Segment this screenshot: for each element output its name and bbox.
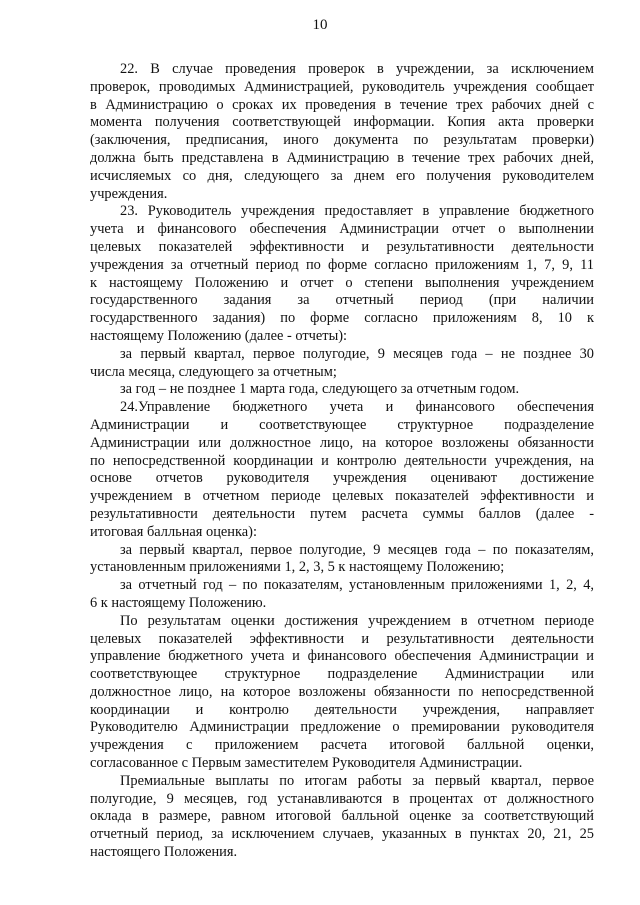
text-line: согласованное с Первым заместителем Руководителя Администрации. bbox=[90, 755, 523, 772]
text-line: за первый квартал, первое полугодие, 9 месяцев года – по показателям, bbox=[120, 541, 594, 558]
text-line: государственного задания за отчетный период (при наличии bbox=[90, 292, 594, 309]
text-line: координации и контролю деятельности учреждения, направляет bbox=[90, 701, 594, 718]
text-line: целевых показателей эффективности и результативности деятельности bbox=[90, 238, 594, 255]
text-line: в Администрацию о сроках их проведения в течение трех рабочих дней с bbox=[90, 96, 594, 113]
text-line: основе отчетов руководителя учреждения оценивают достижение bbox=[90, 470, 594, 487]
text-line: государственного задания) по форме согласно приложениям 8, 10 к bbox=[90, 310, 594, 327]
text-line: управление бюджетного учета и финансового обеспечения Администрации и bbox=[90, 648, 594, 665]
text-line: за первый квартал, первое полугодие, 9 месяцев года – не позднее 30 bbox=[120, 345, 594, 362]
text-line: 23. Руководитель учреждения предоставляет в управление бюджетного bbox=[120, 203, 594, 220]
text-line: Руководителю Администрации предложение о премировании руководителя bbox=[90, 719, 594, 736]
text-line: (заключения, предписания, иного документа по результатам проверки) bbox=[90, 132, 594, 149]
text-line: учреждения. bbox=[90, 185, 168, 202]
text-line: за отчетный год – по показателям, установленным приложениями 1, 2, 4, bbox=[120, 577, 594, 594]
text-line: Администрации и соответствующее структурное подразделение bbox=[90, 416, 594, 433]
text-line: момента получения соответствующей информации. Копия акта проверки bbox=[90, 114, 594, 131]
text-line: итоговая балльная оценка): bbox=[90, 523, 257, 540]
text-line: должностное лицо, на которое возложены обязанности по непосредственной bbox=[90, 683, 594, 700]
text-line: должна быть представлена в Администрацию в течение трех рабочих дней, bbox=[90, 149, 594, 166]
text-line: Премиальные выплаты по итогам работы за первый квартал, первое bbox=[120, 772, 594, 789]
text-line: учреждения с приложением расчета итоговой балльной оценки, bbox=[90, 737, 594, 754]
text-line: соответствующее структурное подразделение Администрации или bbox=[90, 666, 594, 683]
text-line: к настоящему Положению и отчет о степени выполнения учреждением bbox=[90, 274, 594, 291]
text-line: 24.Управление бюджетного учета и финансового обеспечения bbox=[120, 399, 594, 416]
text-line: учета и финансового обеспечения Администрации отчет о выполнении bbox=[90, 221, 594, 238]
text-line: оклада в размере, равном итоговой балльной оценке за соответствующий bbox=[90, 808, 594, 825]
text-line: По результатам оценки достижения учреждением в отчетном периоде bbox=[120, 612, 594, 629]
text-line: целевых показателей эффективности и результативности деятельности bbox=[90, 630, 594, 647]
text-line: установленным приложениями 1, 2, 3, 5 к настоящему Положению; bbox=[90, 559, 505, 576]
text-line: исчисляемых со дня, следующего за днем его получения руководителем bbox=[90, 167, 594, 184]
text-line: 22. В случае проведения проверок в учреждении, за исключением bbox=[120, 61, 594, 77]
text-line: настоящему Положению (далее - отчеты): bbox=[90, 327, 348, 344]
text-line: проверок, проводимых Администрацией, руководитель учреждения сообщает bbox=[90, 78, 594, 95]
text-line: отчетный период, за исключением случаев, указанных в пунктах 20, 21, 25 bbox=[90, 826, 594, 843]
text-line: за год – не позднее 1 марта года, следующего за отчетным годом. bbox=[120, 381, 520, 398]
page-number: 10 bbox=[312, 17, 328, 33]
text-line: результативности деятельности путем расчета суммы баллов (далее - bbox=[90, 505, 594, 522]
text-line: учреждением в отчетном периоде целевых показателей эффективности и bbox=[90, 488, 594, 505]
text-line: числа месяца, следующего за отчетным; bbox=[90, 363, 337, 380]
text-line: настоящего Положения. bbox=[90, 844, 238, 861]
document-body bbox=[90, 61, 594, 862]
text-line: 6 к настоящему Положению. bbox=[90, 594, 267, 611]
text-line: полугодие, 9 месяцев, год устанавливаются в процентах от должностного bbox=[90, 790, 594, 807]
text-line: учреждения за отчетный период по форме согласно приложениям 1, 7, 9, 11 bbox=[90, 256, 594, 273]
text-line: по непосредственной координации и контролю деятельности учреждения, на bbox=[90, 452, 594, 469]
text-line: Администрации или должностное лицо, на которое возложены обязанности bbox=[90, 434, 594, 451]
